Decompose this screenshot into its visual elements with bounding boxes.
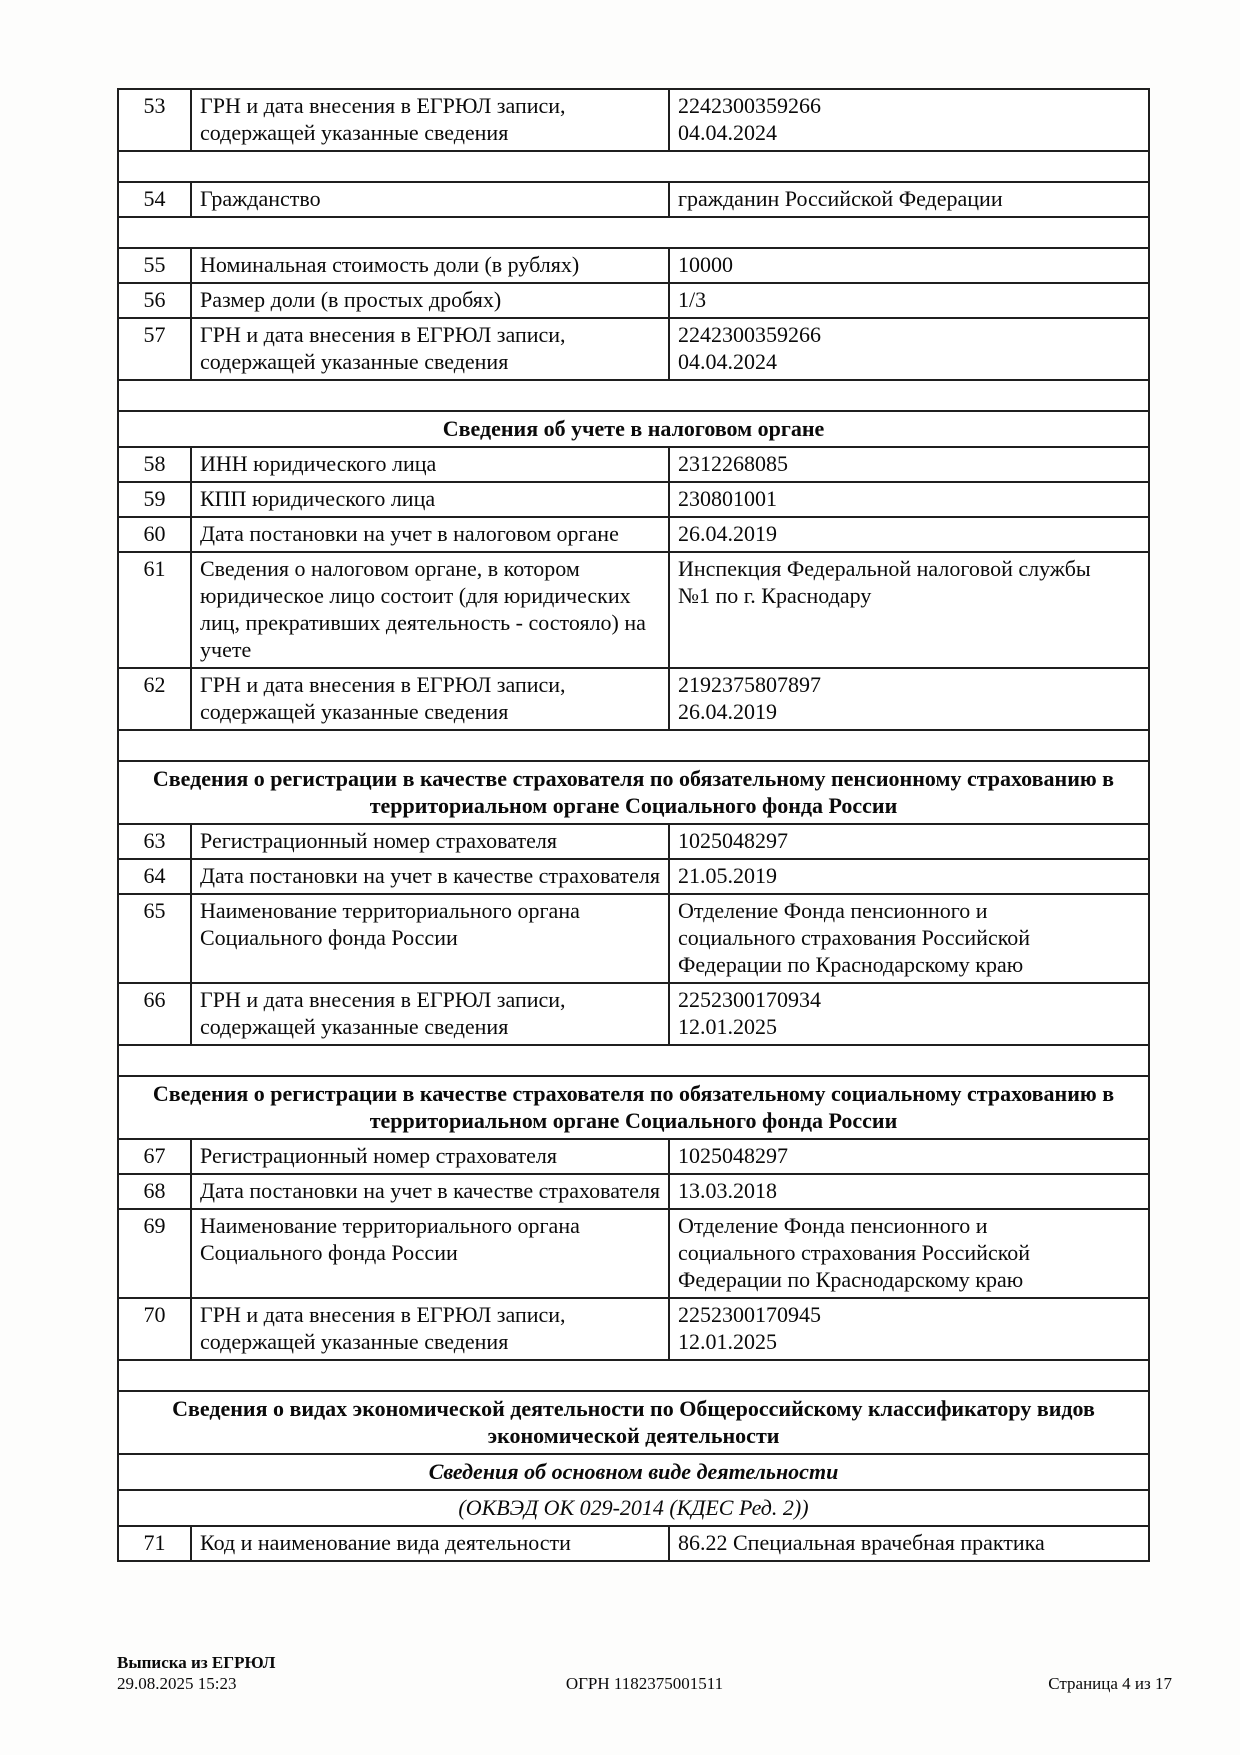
row-label: ИНН юридического лица	[192, 448, 670, 481]
table-row	[119, 984, 1148, 1046]
value-line: 1/3	[678, 287, 707, 312]
value-line: гражданин Российской Федерации	[678, 186, 1003, 211]
value-line: 13.03.2018	[678, 1178, 777, 1203]
row-number: 58	[119, 448, 192, 481]
value-line: 230801001	[678, 486, 777, 511]
table-row	[119, 860, 1148, 895]
row-value	[670, 183, 1148, 216]
row-number: 63	[119, 825, 192, 858]
row-number: 64	[119, 860, 192, 893]
value-line: 26.04.2019	[678, 521, 777, 546]
row-label: Регистрационный номер страхователя	[192, 825, 670, 858]
value-line: социального страхования Российской	[678, 925, 1031, 950]
row-number: 69	[119, 1210, 192, 1297]
value-line: 04.04.2024	[678, 349, 777, 374]
row-number: 60	[119, 518, 192, 551]
value-line: 2192375807897	[678, 672, 821, 697]
row-value	[670, 984, 1148, 1044]
row-label: Код и наименование вида деятельности	[192, 1527, 670, 1560]
page-footer	[117, 1652, 1172, 1694]
row-label: Дата постановки на учет в качестве страхователя	[192, 1175, 670, 1208]
value-line: 2242300359266	[678, 93, 821, 118]
row-number: 55	[119, 249, 192, 282]
row-number: 56	[119, 284, 192, 317]
table-row	[119, 249, 1148, 284]
value-line: 2242300359266	[678, 322, 821, 347]
row-label: Номинальная стоимость доли (в рублях)	[192, 249, 670, 282]
table-row	[119, 284, 1148, 319]
value-line: 2252300170934	[678, 987, 821, 1012]
row-number: 71	[119, 1527, 192, 1560]
section-header-text: Сведения о регистрации в качестве страхователя по обязательному пенсионному страхованию в территориальном органе Социального фонда России	[152, 766, 1115, 818]
row-label: ГРН и дата внесения в ЕГРЮЛ записи, содержащей указанные сведения	[192, 1299, 670, 1359]
row-number: 59	[119, 483, 192, 516]
row-label: Регистрационный номер страхователя	[192, 1140, 670, 1173]
row-value	[670, 1299, 1148, 1359]
value-line: 04.04.2024	[678, 120, 777, 145]
row-value	[670, 1140, 1148, 1173]
value-line: 10000	[678, 252, 733, 277]
spacer-row	[119, 152, 1148, 183]
footer-doc-title: Выписка из ЕГРЮЛ	[117, 1653, 276, 1672]
row-label: Сведения о налоговом органе, в котором юридическое лицо состоит (для юридических лиц, прекративших деятельность - состояло) на учете	[192, 553, 670, 667]
table-row	[119, 1175, 1148, 1210]
row-number: 53	[119, 90, 192, 150]
row-value	[670, 895, 1148, 982]
table-row	[119, 1210, 1148, 1299]
row-value	[670, 483, 1148, 516]
value-line: 21.05.2019	[678, 863, 777, 888]
section-header-text: Сведения о видах экономической деятельности по Общероссийскому классификатору видов экономической деятельности	[172, 1396, 1095, 1448]
table-row	[119, 825, 1148, 860]
row-value	[670, 90, 1148, 150]
section-header-row	[119, 762, 1148, 825]
table-row	[119, 1299, 1148, 1361]
row-value	[670, 860, 1148, 893]
value-line: 2252300170945	[678, 1302, 821, 1327]
section-header-row	[119, 1077, 1148, 1140]
row-value	[670, 1527, 1148, 1560]
value-line: Инспекция Федеральной налоговой службы	[678, 556, 1091, 581]
row-number: 66	[119, 984, 192, 1044]
row-label: ГРН и дата внесения в ЕГРЮЛ записи, содержащей указанные сведения	[192, 90, 670, 150]
spacer-row	[119, 1046, 1148, 1077]
row-label: ГРН и дата внесения в ЕГРЮЛ записи, содержащей указанные сведения	[192, 984, 670, 1044]
row-value	[670, 669, 1148, 729]
value-line: 86.22 Специальная врачебная практика	[678, 1530, 1045, 1555]
table-row	[119, 448, 1148, 483]
value-line: Федерации по Краснодарскому краю	[678, 952, 1024, 977]
footer-left-block	[117, 1652, 469, 1694]
row-label: Дата постановки на учет в качестве страхователя	[192, 860, 670, 893]
row-number: 54	[119, 183, 192, 216]
value-line: Федерации по Краснодарскому краю	[678, 1267, 1024, 1292]
row-number: 65	[119, 895, 192, 982]
footer-ogrn: ОГРН 1182375001511	[565, 1674, 724, 1693]
spacer-row	[119, 218, 1148, 249]
row-label: КПП юридического лица	[192, 483, 670, 516]
value-line: Отделение Фонда пенсионного и	[678, 898, 988, 923]
section-header-row	[119, 412, 1148, 448]
section-header-text: Сведения об основном виде деятельности	[428, 1459, 839, 1484]
spacer-row	[119, 381, 1148, 412]
row-label: Размер доли (в простых дробях)	[192, 284, 670, 317]
section-header-row	[119, 1491, 1148, 1527]
egrul-table	[117, 88, 1150, 1562]
section-header-text: Сведения о регистрации в качестве страхователя по обязательному социальному страхованию в территориальном органе Социального фонда России	[152, 1081, 1115, 1133]
row-number: 61	[119, 553, 192, 667]
row-value	[670, 319, 1148, 379]
row-value	[670, 553, 1148, 667]
row-number: 67	[119, 1140, 192, 1173]
value-line: социального страхования Российской	[678, 1240, 1031, 1265]
value-line: Отделение Фонда пенсионного и	[678, 1213, 988, 1238]
section-header-text: (ОКВЭД ОК 029-2014 (КДЕС Ред. 2))	[458, 1495, 809, 1520]
table-row	[119, 553, 1148, 669]
row-value	[670, 825, 1148, 858]
row-value	[670, 448, 1148, 481]
row-value	[670, 284, 1148, 317]
table-row	[119, 1140, 1148, 1175]
row-label: ГРН и дата внесения в ЕГРЮЛ записи, содержащей указанные сведения	[192, 669, 670, 729]
row-value	[670, 249, 1148, 282]
table-row	[119, 518, 1148, 553]
table-row	[119, 1527, 1148, 1562]
row-value	[670, 1210, 1148, 1297]
value-line: 2312268085	[678, 451, 788, 476]
spacer-row	[119, 731, 1148, 762]
row-number: 62	[119, 669, 192, 729]
spacer-row	[119, 1361, 1148, 1392]
value-line: 1025048297	[678, 828, 788, 853]
footer-generated-datetime: 29.08.2025 15:23	[117, 1674, 237, 1693]
row-label: ГРН и дата внесения в ЕГРЮЛ записи, содержащей указанные сведения	[192, 319, 670, 379]
row-number: 70	[119, 1299, 192, 1359]
value-line: 12.01.2025	[678, 1329, 777, 1354]
table-row	[119, 90, 1148, 152]
table-row	[119, 319, 1148, 381]
table-row	[119, 483, 1148, 518]
section-header-text: Сведения об учете в налоговом органе	[442, 416, 825, 441]
value-line: 26.04.2019	[678, 699, 777, 724]
table-row	[119, 895, 1148, 984]
row-value	[670, 1175, 1148, 1208]
row-number: 68	[119, 1175, 192, 1208]
table-row	[119, 183, 1148, 218]
table-row	[119, 669, 1148, 731]
footer-page-number: Страница 4 из 17	[1048, 1674, 1172, 1693]
row-label: Наименование территориального органа Социального фонда России	[192, 1210, 670, 1297]
value-line: 1025048297	[678, 1143, 788, 1168]
value-line: 12.01.2025	[678, 1014, 777, 1039]
row-label: Наименование территориального органа Социального фонда России	[192, 895, 670, 982]
row-label: Дата постановки на учет в налоговом органе	[192, 518, 670, 551]
section-header-row	[119, 1392, 1148, 1455]
value-line: №1 по г. Краснодару	[678, 583, 872, 608]
row-value	[670, 518, 1148, 551]
section-header-row	[119, 1455, 1148, 1491]
row-number: 57	[119, 319, 192, 379]
row-label: Гражданство	[192, 183, 670, 216]
